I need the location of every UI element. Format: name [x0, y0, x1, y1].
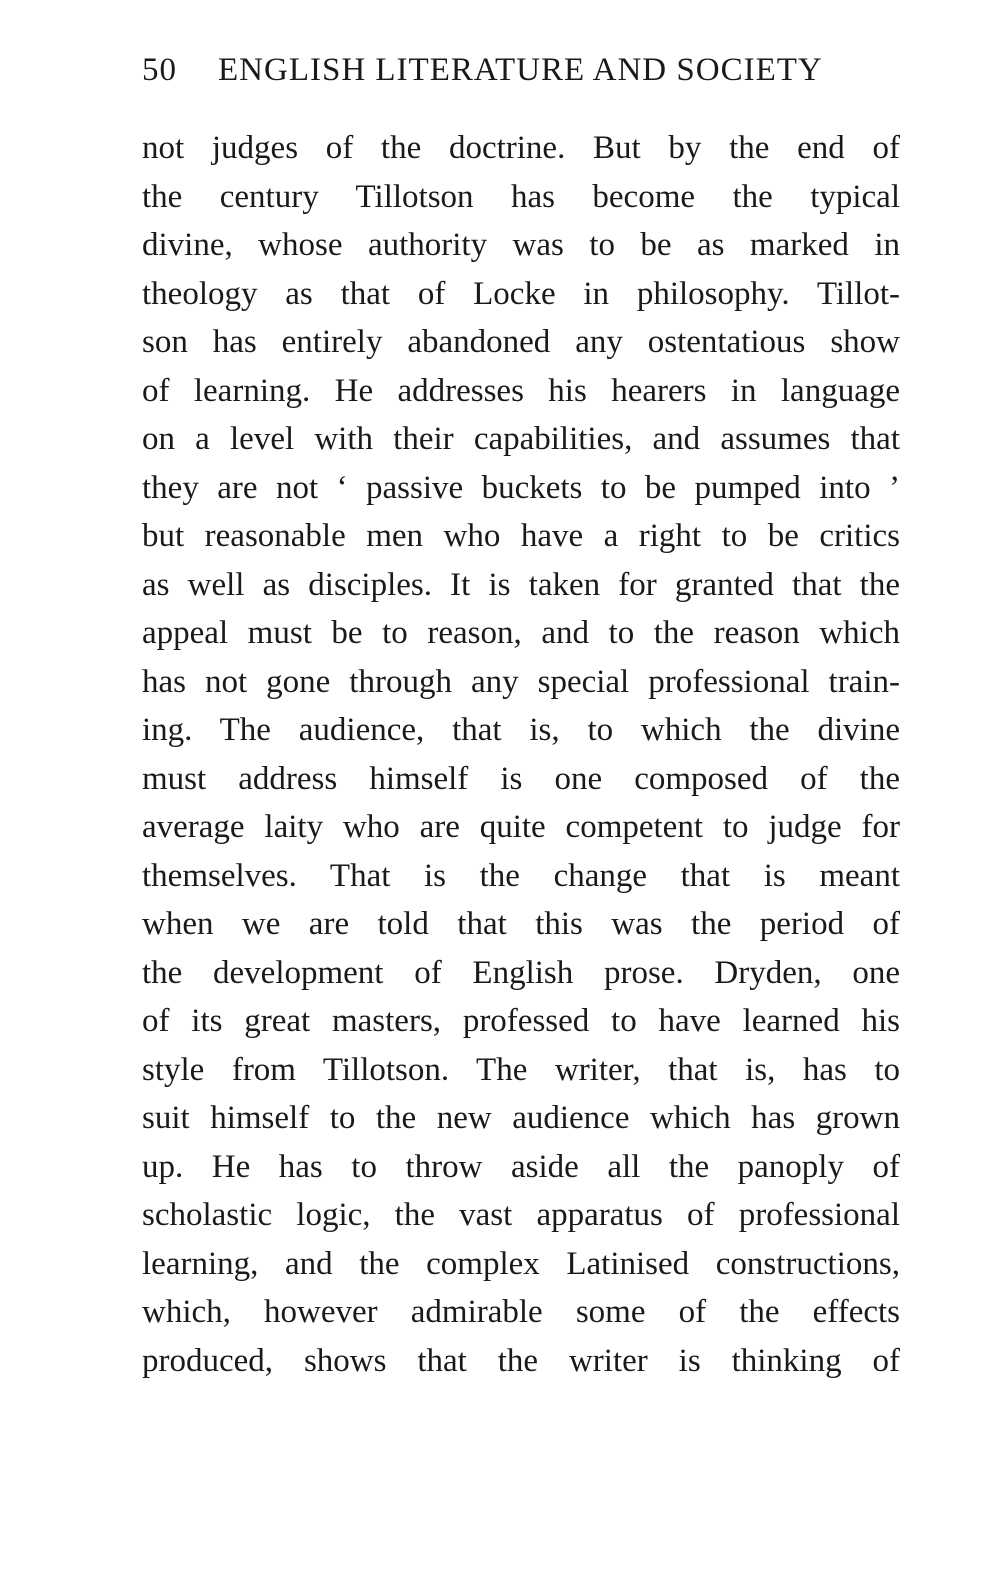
text-line: not judges of the doctrine. But by the end of: [142, 130, 900, 166]
text-line: learning, and the complex Latinised constructions,: [142, 1245, 900, 1282]
page-number: 50: [142, 52, 177, 88]
text-line: suit himself to the new audience which has grown: [142, 1100, 900, 1136]
text-line: average laity who are quite competent to judge for: [142, 809, 900, 845]
text-line: has not gone through any special professional train-: [142, 663, 900, 700]
running-head: [142, 52, 902, 102]
text-line: up. He has to throw aside all the panoply of: [142, 1148, 900, 1185]
text-line: the century Tillotson has become the typical: [142, 178, 900, 215]
text-line: but reasonable men who have a right to be critics: [142, 518, 900, 554]
text-line: as well as disciples. It is taken for granted that the: [142, 566, 900, 603]
text-line: ing. The audience, that is, to which the divine: [142, 712, 900, 748]
text-line: of learning. He addresses his hearers in language: [142, 372, 900, 409]
text-line: the development of English prose. Dryden, one: [142, 954, 900, 991]
text-line: of its great masters, professed to have learned his: [142, 1003, 900, 1039]
text-line: style from Tillotson. The writer, that is, has to: [142, 1051, 900, 1088]
text-line: divine, whose authority was to be as marked in: [142, 227, 900, 263]
text-line: son has entirely abandoned any ostentatious show: [142, 324, 900, 360]
text-line: theology as that of Locke in philosophy. Tillot-: [142, 275, 900, 312]
text-line: produced, shows that the writer is thinking of: [142, 1342, 900, 1379]
text-line: which, however admirable some of the effects: [142, 1294, 900, 1330]
text-line: scholastic logic, the vast apparatus of professional: [142, 1197, 900, 1233]
text-line: when we are told that this was the period of: [142, 906, 900, 942]
running-title: ENGLISH LITERATURE AND SOCIETY: [218, 52, 823, 88]
body-text: [142, 124, 900, 1385]
text-line: must address himself is one composed of the: [142, 760, 900, 797]
text-line: on a level with their capabilities, and assumes that: [142, 421, 900, 457]
text-line: they are not ‘ passive buckets to be pumped into ’: [142, 469, 900, 506]
text-line: themselves. That is the change that is meant: [142, 857, 900, 894]
text-line: appeal must be to reason, and to the reason which: [142, 615, 900, 651]
